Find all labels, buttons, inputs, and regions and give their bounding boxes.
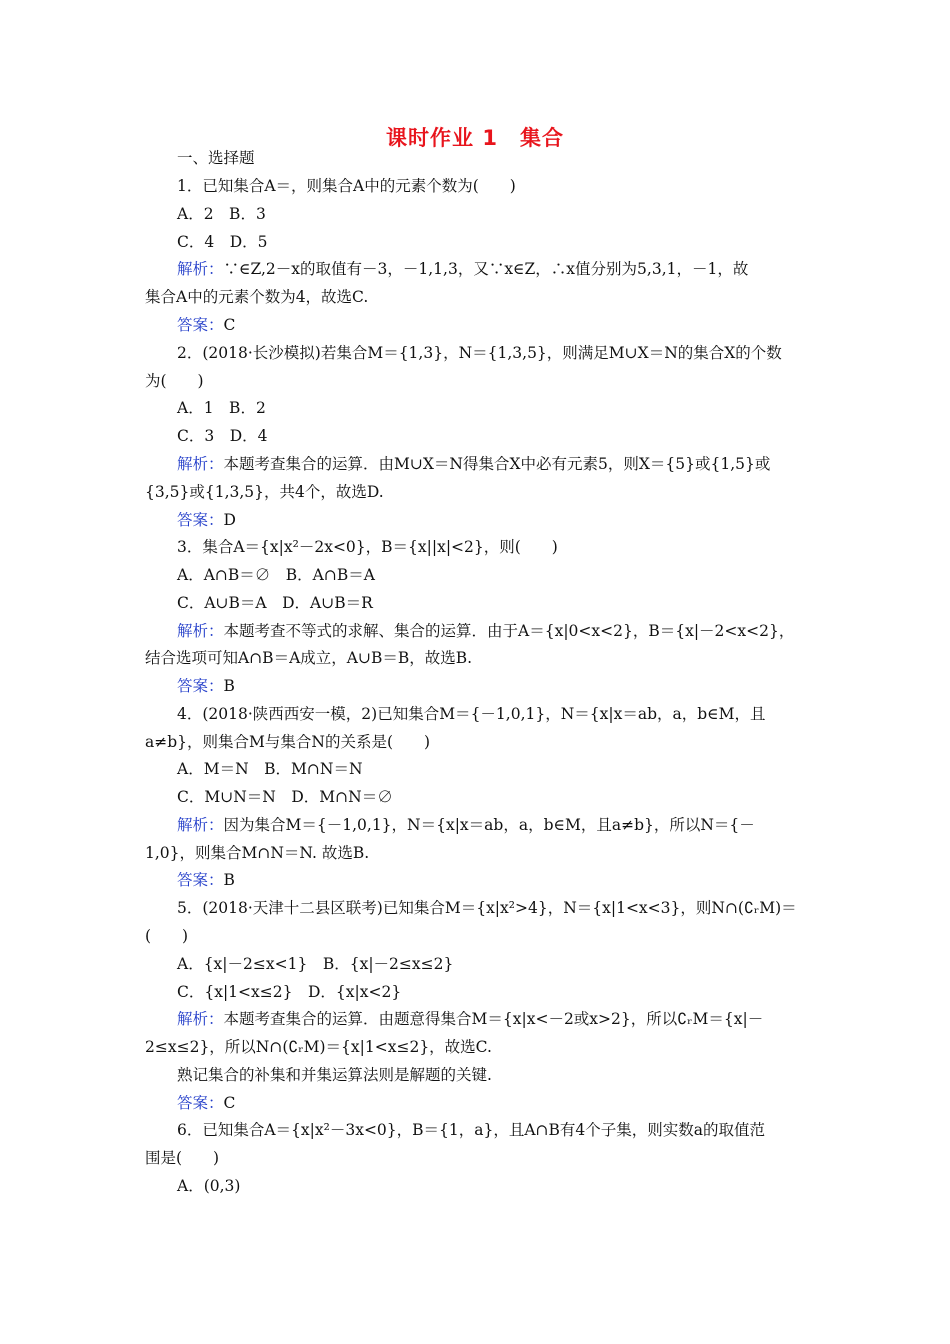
q4-analysis-line2: 1,0}，则集合M∩N＝N. 故选B. [145,844,370,862]
q5-stem-line2: ( ) [145,927,189,945]
q5-answer: C [223,1094,236,1112]
analysis-label: 解析： [177,1010,224,1028]
q2-answer: D [223,511,236,529]
q1-stem: 1．已知集合A＝，则集合A中的元素个数为( ) [177,177,516,195]
q4-analysis-line1 [177,815,755,835]
answer-label: 答案： [177,677,224,695]
analysis-label: 解析： [177,622,224,640]
q2-analysis-text: 本题考查集合的运算．由M∪X＝N得集合X中必有元素5，则X＝{5}或{1,5}或 [223,455,771,473]
q6-option-a: A．(0,3) [177,1177,241,1195]
q4-options-ab: A．M＝N B．M∩N＝N [177,760,363,778]
q6-stem-line1: 6．已知集合A＝{x|x²－3x<0}，B＝{1，a}，且A∩B有4个子集，则实数a的取值范 [177,1121,766,1139]
q6-stem-line2: 围是( ) [145,1149,220,1167]
q3-options-ab: A．A∩B＝∅ B．A∩B＝A [177,566,375,584]
analysis-label: 解析： [177,455,224,473]
analysis-label: 解析： [177,816,224,834]
page-title: 课时作业 1 集合 [386,126,564,150]
q1-options-cd: C．4 D．5 [177,233,268,251]
answer-label: 答案： [177,871,224,889]
q2-options-cd: C．3 D．4 [177,427,268,445]
analysis-label: 解析： [177,260,224,278]
q4-options-cd: C．M∪N＝N D．M∩N＝∅ [177,788,393,806]
q4-stem-line1: 4．(2018·陕西西安一模，2)已知集合M＝{－1,0,1}，N＝{x|x＝ab，a，b∈M，且 [177,705,766,723]
q5-note: 熟记集合的补集和并集运算法则是解题的关键. [177,1066,492,1084]
q1-analysis-line1 [177,259,748,279]
answer-label: 答案： [177,1094,224,1112]
q2-analysis-line2: {3,5}或{1,3,5}，共4个，故选D. [145,483,384,501]
q5-options-ab: A．{x|－2≤x<1} B．{x|－2≤x≤2} [177,955,454,973]
q1-analysis-line2: 集合A中的元素个数为4，故选C. [145,288,369,306]
q5-stem-line1: 5．(2018·天津十二县区联考)已知集合M＝{x|x²>4}，N＝{x|1<x<3}，则N∩(∁ᵣM)＝ [177,899,797,917]
q3-answer: B [223,677,235,695]
q3-stem: 3．集合A＝{x|x²－2x<0}，B＝{x||x|<2}，则( ) [177,538,558,556]
q1-analysis-text: ∵∈Z,2－x的取值有－3，－1,1,3，又∵x∈Z，∴x值分别为5,3,1，－1，故 [223,260,749,278]
q1-answer-line [177,315,235,335]
q2-answer-line [177,510,236,530]
q3-analysis-line2: 结合选项可知A∩B＝A成立，A∪B＝B，故选B. [145,649,473,667]
q4-analysis-text: 因为集合M＝{－1,0,1}，N＝{x|x＝ab，a，b∈M，且a≠b}，所以N＝{－ [223,816,755,834]
q1-options-ab: A．2 B．3 [177,205,266,223]
q5-answer-line [177,1093,235,1113]
q3-analysis-text: 本题考查不等式的求解、集合的运算．由于A＝{x|0<x<2}，B＝{x|－2<x<2}， [223,622,795,640]
q2-stem-line2: 为( ) [145,372,204,390]
q3-analysis-line1 [177,621,794,641]
q5-analysis-line1 [177,1009,763,1029]
q4-answer-line [177,870,235,890]
q3-options-cd: C．A∪B＝A D．A∪B＝R [177,594,373,612]
q4-stem-line2: a≠b}，则集合M与集合N的关系是( ) [145,733,431,751]
q2-options-ab: A．1 B．2 [177,399,266,417]
q4-answer: B [223,871,235,889]
q2-analysis-line1 [177,454,770,474]
q3-answer-line [177,676,235,696]
q5-options-cd: C．{x|1<x≤2} D．{x|x<2} [177,983,402,1001]
q2-stem-line1: 2．(2018·长沙模拟)若集合M＝{1,3}，N＝{1,3,5}，则满足M∪X＝N的集合X的个数 [177,344,782,362]
q5-analysis-text: 本题考查集合的运算．由题意得集合M＝{x|x<－2或x>2}，所以∁ᵣM＝{x|－ [223,1010,764,1028]
answer-label: 答案： [177,316,224,334]
q5-analysis-line2: 2≤x≤2}，所以N∩(∁ᵣM)＝{x|1<x≤2}，故选C. [145,1038,492,1056]
q1-answer: C [223,316,236,334]
section-heading: 一、选择题 [177,149,255,167]
answer-label: 答案： [177,511,224,529]
